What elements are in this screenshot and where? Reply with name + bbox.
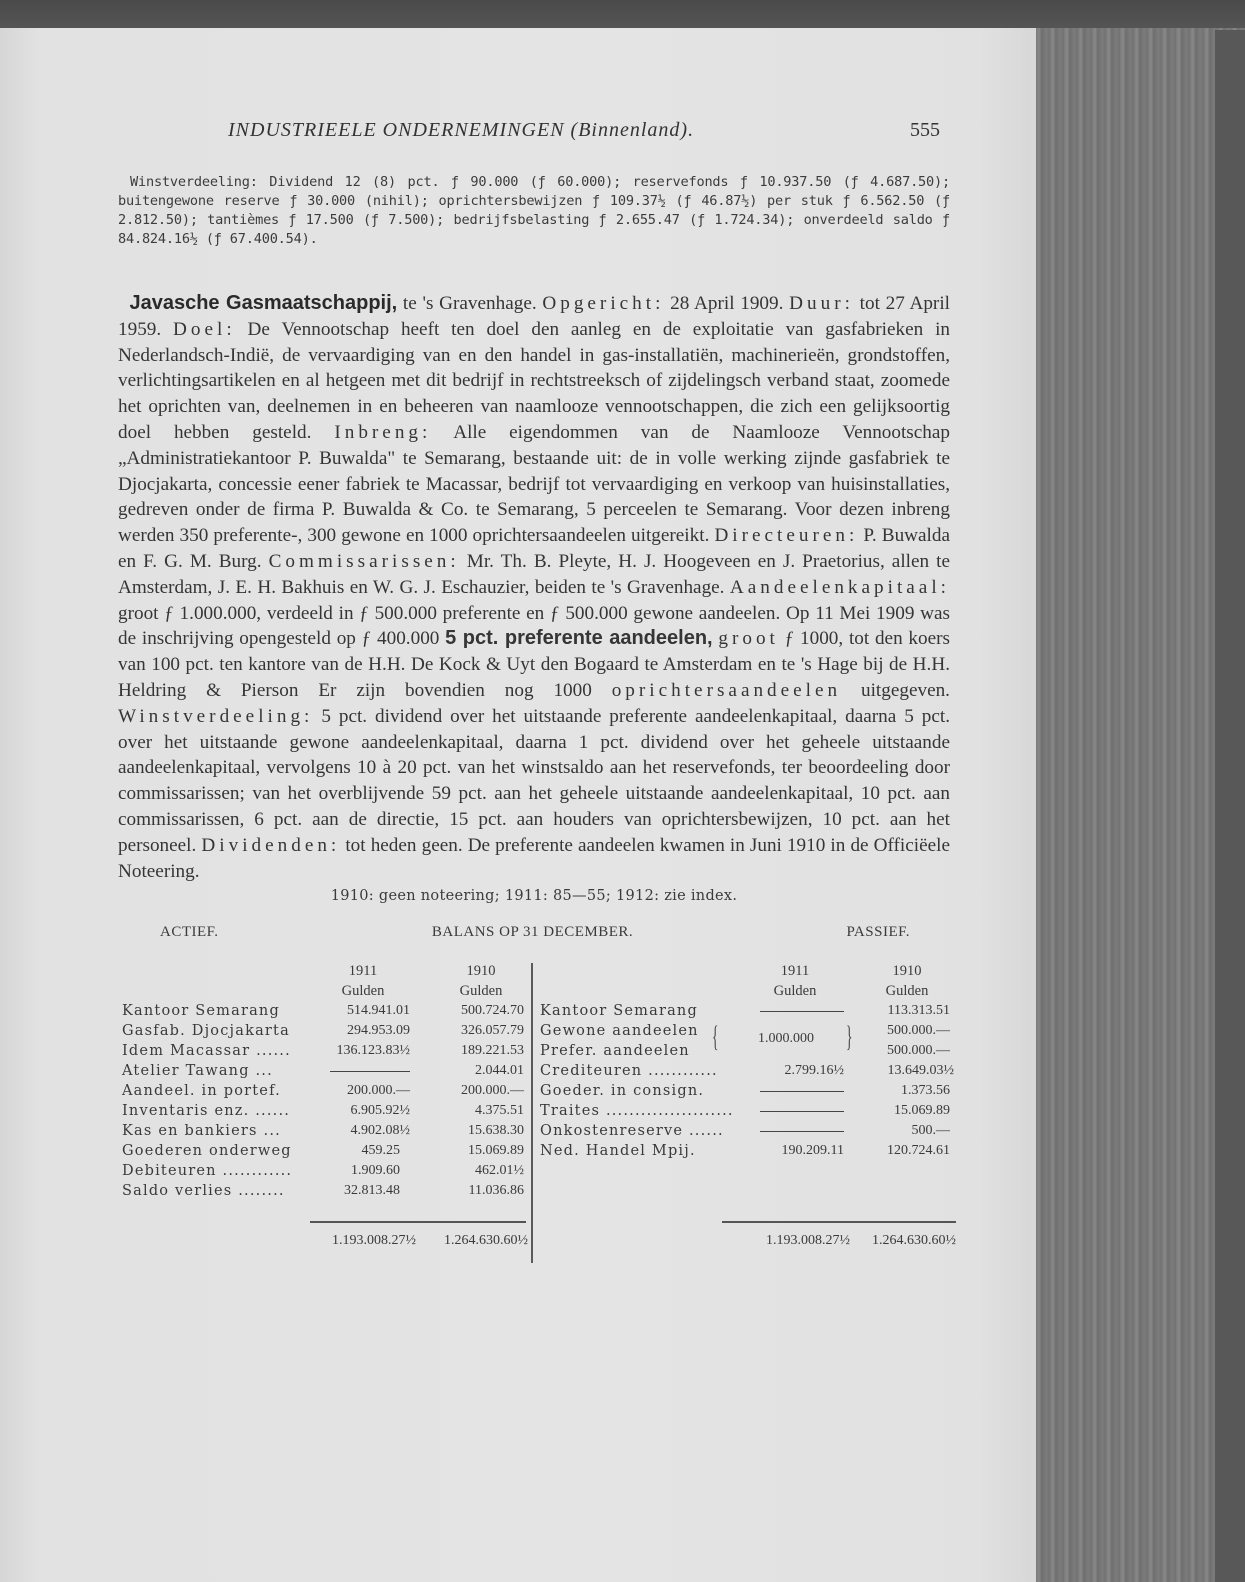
page-content bbox=[118, 115, 956, 1281]
text-run: De Vennootschap heeft ten doel den aanleg en de exploitatie van gasfabrieken in Nederlandsch-Indië, de vervaardiging van en den handel in gas-installatiën, machinerieën, grondstoffen, verlichtingsartikelen en al hetgeen met dit bedrijf in rechtstreeksch of zijdelingsch verband staat, zoomede het oprichten van, deelnemen in en beheeren van naamlooze vennootschappen, die zich een gelijksoortig doel hebben gesteld. bbox=[118, 318, 951, 443]
table-row bbox=[118, 1121, 530, 1141]
value-1911: 6.905.92½ bbox=[350, 1103, 410, 1119]
label-groot: groot bbox=[718, 628, 779, 650]
passief-col-1910 bbox=[862, 961, 952, 1001]
value-1910: 15.069.89 bbox=[894, 1103, 950, 1119]
value-1910: 500.000.— bbox=[887, 1023, 950, 1039]
left-brace: { bbox=[711, 1020, 719, 1054]
row-label: Gewone aandeelen bbox=[540, 1023, 699, 1040]
table-row bbox=[118, 1081, 530, 1101]
row-label: Goeder. in consign. bbox=[540, 1083, 705, 1100]
year-label: 1911 bbox=[348, 963, 378, 980]
passief-total-1910: 1.264.630.60½ bbox=[872, 1233, 956, 1249]
row-label: Saldo verlies ........ bbox=[122, 1183, 285, 1200]
value-1910: 200.000.— bbox=[461, 1083, 524, 1099]
passief-col-1911 bbox=[750, 961, 840, 1001]
passief-total-1911: 1.193.008.27½ bbox=[766, 1233, 850, 1249]
row-label: Crediteuren ............ bbox=[540, 1063, 718, 1080]
value-1911-dash bbox=[760, 1101, 844, 1121]
row-label: Aandeel. in portef. bbox=[122, 1083, 281, 1100]
text-run: groot ƒ 1.000.000, verdeeld in ƒ 500.000 preferente en ƒ 500.000 gewone aandeelen. Op 11 Mei 1909 was de inschrijving opengesteld op ƒ 400.000 bbox=[118, 602, 950, 650]
passief-heading: PASSIEF. bbox=[846, 924, 910, 941]
text-run: 28 April 1909. bbox=[664, 293, 790, 314]
value-1910: 13.649.03½ bbox=[887, 1063, 954, 1079]
row-label: Goederen onderweg bbox=[122, 1143, 292, 1160]
row-label: Ned. Handel Mpij. bbox=[540, 1143, 696, 1160]
table-row bbox=[118, 1061, 530, 1081]
table-row bbox=[118, 1181, 530, 1201]
table-row bbox=[118, 1141, 530, 1161]
value-1911: 4.902.08½ bbox=[350, 1123, 410, 1139]
table-row bbox=[536, 1081, 956, 1101]
company-entry bbox=[118, 291, 950, 884]
text-run: Alle eigendommen van de Naamlooze Vennootschap „Administratiekantoor P. Buwalda" te Semarang, bestaande uit: de in volle werking zijnde gasfabriek te Djocjakarta, concessie eener fabriek te Macassar, bedrijf tot vervaardiging en verkoop van huisinstallaties, gedreven onder de firma P. Buwalda & Co. te Semarang, 5 perceelen te Semarang. Voor dezen inbreng werden 350 preferente-, 300 gewone en 1000 oprichtersaandeelen uitgereikt. bbox=[118, 421, 950, 547]
label-dividenden: Dividenden: bbox=[201, 834, 341, 856]
text-run: 5 pct. dividend over het uitstaande preferente aandeelenkapitaal, daarna 5 pct. over het uitstaande gewone aandeelenkapitaal, daarna 1 pct. dividend over het geheele uitstaande aandeelenkapitaal, vervolgens 10 à 20 pct. van het winstsaldo aan het reservefonds, ter beoordeeling door commissarissen; van het overblijvende 59 pct. aan het geheele uitstaande aandeelenkapitaal, 10 pct. aan commissarissen, 6 pct. aan de directie, 15 pct. aan houders van oprichtersbewijzen, 10 pct. aan het personeel. bbox=[118, 705, 950, 856]
row-label: Onkostenreserve ...... bbox=[540, 1123, 724, 1140]
label-aandeelenkapitaal: Aandeelenkapitaal: bbox=[729, 576, 950, 598]
value-1911: 514.941.01 bbox=[347, 1003, 410, 1019]
value-1911: 294.953.09 bbox=[347, 1023, 410, 1039]
company-name: Javasche Gasmaatschappij, bbox=[129, 292, 398, 314]
page-number: 555 bbox=[910, 119, 940, 141]
text-run: tot heden geen. De preferente aandeelen kwamen in Juni 1910 in de Officiëele Noteering. bbox=[118, 834, 950, 882]
table-row bbox=[536, 1061, 956, 1081]
label-winstverdeeling: Winstverdeeling: bbox=[118, 705, 314, 727]
value-1910: 4.375.51 bbox=[475, 1103, 524, 1119]
table-row bbox=[118, 1021, 530, 1041]
actief-total-1910: 1.264.630.60½ bbox=[444, 1233, 528, 1249]
row-label: Atelier Tawang ... bbox=[122, 1063, 273, 1080]
preferred-shares-heading: 5 pct. preferente aandeelen, bbox=[445, 627, 713, 650]
actief-col-1911 bbox=[318, 961, 408, 1001]
sum-rule bbox=[310, 1221, 526, 1223]
text-run: tot 27 April 1959. bbox=[118, 293, 950, 340]
value-1911: 200.000.— bbox=[347, 1083, 410, 1099]
previous-entry-text: Winstverdeeling: Dividend 12 (8) pct. ƒ 90.000 (ƒ 60.000); reservefonds ƒ 10.937.50 (ƒ 4.687.50); buitengewone reserve ƒ 30.000 (nihil); oprichtersbewijzen ƒ 109.37½ (ƒ 46.87½) per stuk ƒ 6.562.50 (ƒ 2.812.50); tantièmes ƒ 17.500 (ƒ 7.500); bedrijfsbelasting ƒ 2.655.47 (ƒ 1.724.34); onverdeeld saldo ƒ 84.824.16½ (ƒ 67.400.54). bbox=[118, 174, 950, 247]
year-label: 1910 bbox=[892, 963, 922, 980]
unit-label: Gulden bbox=[459, 983, 503, 1000]
book-cover-edge bbox=[1215, 30, 1245, 1582]
value-1911: 459.25 bbox=[361, 1143, 400, 1159]
text-run: ƒ 1000, tot den koers van 100 pct. ten kantore van de H.H. De Kock & Uyt den Bogaard te Amsterdam en te 's Hage bij de H.H. Heldring & Pierson Er zijn bovendien nog 1000 bbox=[118, 628, 950, 701]
value-1910: 500.000.— bbox=[887, 1043, 950, 1059]
table-row bbox=[536, 1021, 956, 1041]
value-1910: 462.01½ bbox=[475, 1163, 524, 1179]
value-1911: 1.909.60 bbox=[351, 1163, 400, 1179]
row-label: Inventaris enz. ...... bbox=[122, 1103, 291, 1120]
year-label: 1911 bbox=[780, 963, 810, 980]
balance-sheet-heading bbox=[118, 924, 950, 941]
right-brace: } bbox=[845, 1020, 853, 1054]
text-run: uitgegeven. bbox=[841, 679, 950, 701]
table-row bbox=[118, 1101, 530, 1121]
table-row bbox=[536, 1001, 956, 1021]
sum-rule bbox=[722, 1221, 956, 1223]
table-row bbox=[536, 1141, 956, 1161]
label-opgericht: Opgericht: bbox=[542, 293, 665, 314]
table-row bbox=[536, 1041, 956, 1061]
actief-col-1910 bbox=[436, 961, 526, 1001]
value-1911: 2.799.16½ bbox=[784, 1063, 844, 1079]
row-label: Kas en bankiers ... bbox=[122, 1123, 281, 1140]
value-1910: 15.638.30 bbox=[468, 1123, 524, 1139]
value-1911: 190.209.11 bbox=[781, 1143, 844, 1159]
balance-sheet-table bbox=[118, 961, 956, 1281]
label-doel: Doel: bbox=[173, 318, 236, 340]
value-1911-dash bbox=[330, 1061, 410, 1081]
row-label: Kantoor Semarang bbox=[122, 1003, 280, 1020]
value-1910: 113.313.51 bbox=[887, 1003, 950, 1019]
table-row bbox=[536, 1121, 956, 1141]
company-entry-text bbox=[118, 291, 950, 884]
value-1910: 326.057.79 bbox=[461, 1023, 524, 1039]
shares-combined-1911: 1.000.000 bbox=[758, 1031, 814, 1047]
balans-title: BALANS OP 31 DECEMBER. bbox=[431, 924, 634, 941]
value-1910: 120.724.61 bbox=[887, 1143, 950, 1159]
text-run: te 's Gravenhage. bbox=[397, 293, 543, 314]
running-head-title: INDUSTRIEELE ONDERNEMINGEN (Binnenland). bbox=[228, 119, 695, 141]
row-label: Gasfab. Djocjakarta bbox=[122, 1023, 290, 1040]
value-1911-dash bbox=[760, 1121, 844, 1141]
running-head bbox=[118, 115, 950, 155]
actief-total-1911: 1.193.008.27½ bbox=[332, 1233, 416, 1249]
label-commissarissen: Commissarissen: bbox=[268, 550, 460, 572]
value-1911: 32.813.48 bbox=[344, 1183, 400, 1199]
value-1910: 500.724.70 bbox=[461, 1003, 524, 1019]
table-row bbox=[118, 1041, 530, 1061]
value-1910: 11.036.86 bbox=[468, 1183, 524, 1199]
label-duur: Duur: bbox=[789, 293, 854, 314]
row-label: Debiteuren ............ bbox=[122, 1163, 293, 1180]
value-1911-dash bbox=[760, 1081, 844, 1101]
value-1910: 1.373.56 bbox=[901, 1083, 950, 1099]
unit-label: Gulden bbox=[885, 983, 929, 1000]
unit-label: Gulden bbox=[341, 983, 385, 1000]
value-1911: 136.123.83½ bbox=[336, 1043, 410, 1059]
label-oprichtersaandeelen: oprichtersaandeelen bbox=[611, 679, 842, 701]
value-1910: 15.069.89 bbox=[468, 1143, 524, 1159]
row-label: Idem Macassar ...... bbox=[122, 1043, 291, 1060]
book-top-edge bbox=[0, 0, 1245, 30]
text-run: Mr. Th. B. Pleyte, H. J. Hoogeveen en J. Praetorius, allen te Amsterdam, J. E. H. Bakhuis en W. G. J. Eschauzier, beiden te 's Gravenhage. bbox=[118, 550, 950, 598]
row-label: Kantoor Semarang bbox=[540, 1003, 698, 1020]
value-1911-dash bbox=[760, 1001, 844, 1021]
column-divider bbox=[531, 963, 533, 1263]
page-stack-edges bbox=[1036, 28, 1245, 1582]
table-row bbox=[118, 1161, 530, 1181]
unit-label: Gulden bbox=[773, 983, 817, 1000]
quotations-line: 1910: geen noteering; 1911: 85—55; 1912: zie index. bbox=[330, 888, 738, 905]
value-1910: 500.— bbox=[911, 1123, 950, 1139]
label-inbreng: Inbreng: bbox=[334, 421, 432, 443]
year-label: 1910 bbox=[466, 963, 496, 980]
previous-entry-paragraph bbox=[118, 173, 950, 249]
row-label: Traites ...................... bbox=[540, 1103, 734, 1120]
table-row bbox=[118, 1001, 530, 1021]
label-directeuren: Directeuren: bbox=[714, 525, 859, 547]
actief-heading: ACTIEF. bbox=[160, 924, 219, 941]
row-label: Prefer. aandeelen bbox=[540, 1043, 690, 1060]
value-1910: 2.044.01 bbox=[475, 1063, 524, 1079]
table-row bbox=[536, 1101, 956, 1121]
text-run: P. Buwalda en F. G. M. Burg. bbox=[118, 525, 950, 572]
value-1910: 189.221.53 bbox=[461, 1043, 524, 1059]
